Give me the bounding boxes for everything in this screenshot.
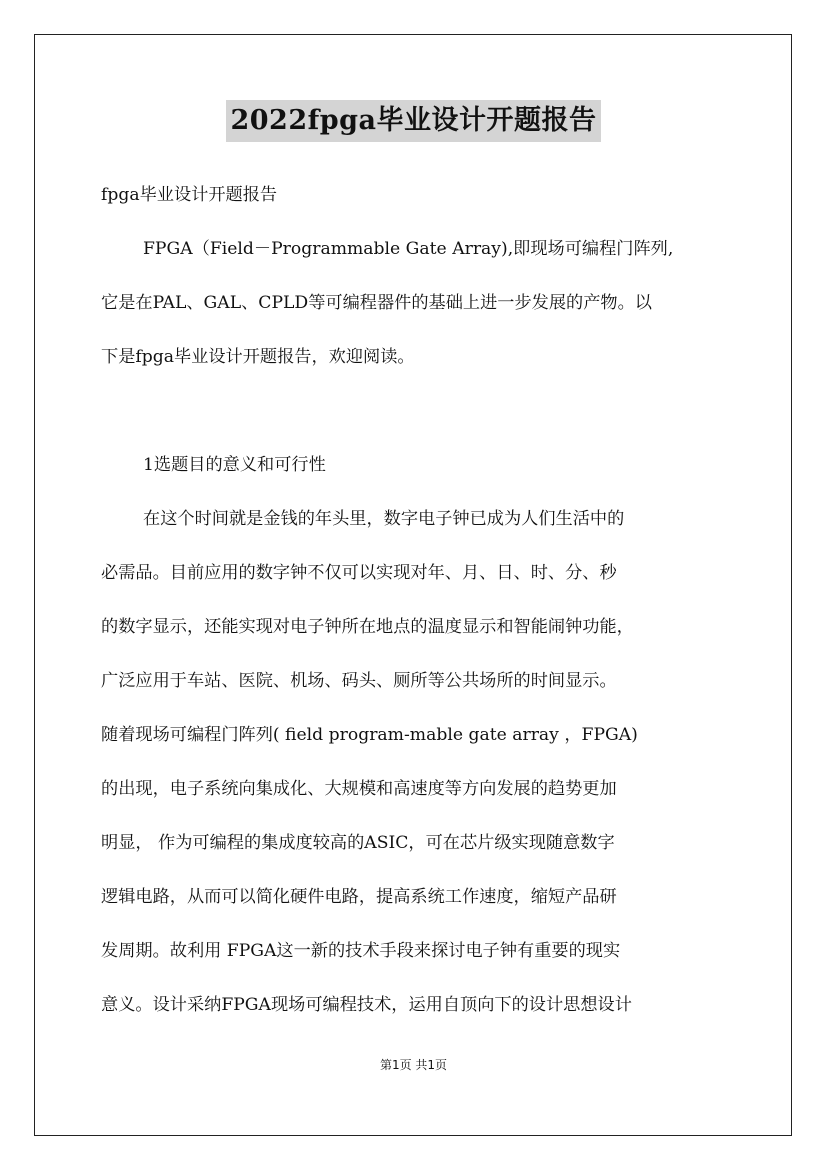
paragraph-line: 意义。设计采纳FPGA现场可编程技术，运用自顶向下的设计思想设计	[101, 995, 632, 1015]
paragraph-line: 逻辑电路，从而可以简化硬件电路，提高系统工作速度，缩短产品研	[101, 887, 617, 907]
title-container	[0, 100, 827, 142]
heading-line: fpga毕业设计开题报告	[101, 185, 278, 205]
paragraph-line: 广泛应用于车站、医院、机场、码头、厕所等公共场所的时间显示。	[101, 671, 617, 691]
document-title: 2022fpga毕业设计开题报告	[226, 100, 600, 142]
paragraph-line: 它是在PAL、GAL、CPLD等可编程器件的基础上进一步发展的产物。以	[101, 293, 652, 313]
paragraph-line: FPGA（Field－Programmable Gate Array),即现场可编程门阵列,	[143, 239, 674, 259]
paragraph-line: 明显， 作为可编程的集成度较高的ASIC，可在芯片级实现随意数字	[101, 833, 615, 853]
paragraph-line: 必需品。目前应用的数字钟不仅可以实现对年、月、日、时、分、秒	[101, 563, 617, 583]
paragraph-line: 随着现场可编程门阵列( field program-mable gate array ，FPGA)	[101, 725, 638, 745]
paragraph-line: 下是fpga毕业设计开题报告，欢迎阅读。	[101, 347, 415, 367]
paragraph-line: 在这个时间就是金钱的年头里，数字电子钟已成为人们生活中的	[143, 509, 625, 529]
document-body	[101, 168, 731, 1032]
paragraph-line: 发周期。故利用 FPGA这一新的技术手段来探讨电子钟有重要的现实	[101, 941, 621, 961]
paragraph-line: 的数字显示，还能实现对电子钟所在地点的温度显示和智能闹钟功能，	[101, 617, 634, 637]
blank-line	[101, 384, 731, 438]
page-footer	[0, 1056, 827, 1073]
paragraph-line: 的出现，电子系统向集成化、大规模和高速度等方向发展的趋势更加	[101, 779, 617, 799]
page-number: 第1页 共1页	[379, 1058, 448, 1072]
section-heading: 1选题目的意义和可行性	[143, 455, 326, 475]
